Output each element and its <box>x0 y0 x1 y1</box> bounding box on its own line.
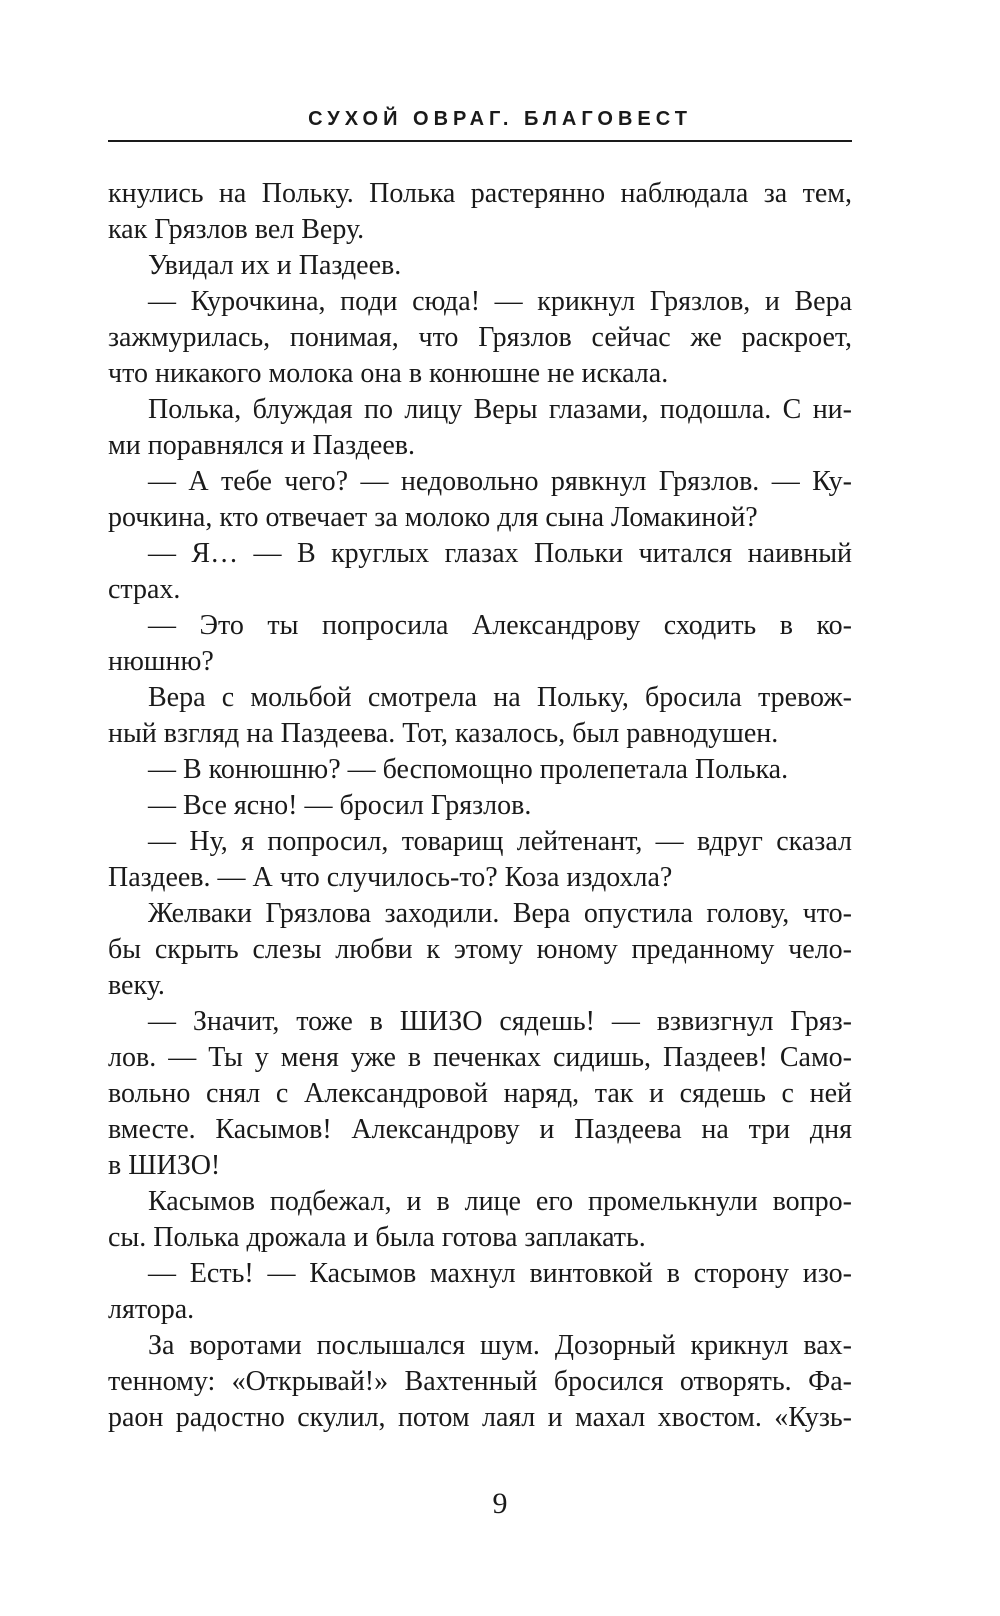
text-line: — В конюшню? — беспомощно пролепетала Полька. <box>148 754 789 785</box>
text-line: — Это ты попросила Александрову сходить в ко- <box>148 610 852 641</box>
text-line: ный взгляд на Паздеева. Тот, казалось, был равнодушен. <box>108 718 779 749</box>
text-line: нюшню? <box>108 646 214 677</box>
text-line: тенному: «Открывай!» Вахтенный бросился отворять. Фа- <box>108 1366 852 1397</box>
text-line: Паздеев. — А что случилось-то? Коза издохла? <box>108 862 673 893</box>
text-line: — Я… — В круглых глазах Польки читался наивный <box>148 538 852 569</box>
text-line: что никакого молока она в конюшне не искала. <box>108 358 669 389</box>
text-line: в ШИЗО! <box>108 1150 221 1181</box>
text-line: Полька, блуждая по лицу Веры глазами, подошла. С ни- <box>148 394 852 425</box>
text-line: бы скрыть слезы любви к этому юному преданному чело- <box>108 934 852 965</box>
text-line: зажмурилась, понимая, что Грязлов сейчас же раскроет, <box>108 322 852 353</box>
text-line: страх. <box>108 574 181 605</box>
text-line: — Есть! — Касымов махнул винтовкой в сторону изо- <box>148 1258 852 1289</box>
text-line: ми поравнялся и Паздеев. <box>108 430 415 461</box>
text-line: — Курочкина, поди сюда! — крикнул Грязлов, и Вера <box>148 286 852 317</box>
text-line: — Значит, тоже в ШИЗО сядешь! — взвизгнул Гряз- <box>148 1006 852 1037</box>
text-line: лов. — Ты у меня уже в печенках сидишь, Паздеев! Само- <box>108 1042 852 1073</box>
text-line: вместе. Касымов! Александрову и Паздеева на три дня <box>108 1114 852 1145</box>
text-line: кнулись на Польку. Полька растерянно наблюдала за тем, <box>108 178 852 209</box>
text-line: вольно снял с Александровой наряд, так и сядешь с ней <box>108 1078 852 1109</box>
text-line: Вера с мольбой смотрела на Польку, бросила тревож- <box>148 682 852 713</box>
body-text <box>108 176 852 1436</box>
text-line: Желваки Грязлова заходили. Вера опустила голову, что- <box>148 898 852 929</box>
text-line: — А тебе чего? — недовольно рявкнул Грязлов. — Ку- <box>148 466 852 497</box>
text-line: рочкина, кто отвечает за молоко для сына Ломакиной? <box>108 502 758 533</box>
text-line: сы. Полька дрожала и была готова заплакать. <box>108 1222 646 1253</box>
text-line: — Ну, я попросил, товарищ лейтенант, — вдруг сказал <box>148 826 852 857</box>
text-line: веку. <box>108 970 165 1001</box>
page-number: 9 <box>492 1487 508 1520</box>
text-line: как Грязлов вел Веру. <box>108 214 365 245</box>
text-line: За воротами послышался шум. Дозорный крикнул вах- <box>148 1330 852 1361</box>
text-line: Касымов подбежал, и в лице его промелькнули вопро- <box>148 1186 852 1217</box>
header-rule <box>108 140 852 142</box>
running-title: СУХОЙ ОВРАГ. БЛАГОВЕСТ <box>308 108 692 130</box>
text-line: лятора. <box>108 1294 195 1325</box>
text-line: Увидал их и Паздеев. <box>148 250 402 281</box>
text-line: — Все ясно! — бросил Грязлов. <box>148 790 532 821</box>
text-line: раон радостно скулил, потом лаял и махал хвостом. «Кузь- <box>108 1402 852 1433</box>
